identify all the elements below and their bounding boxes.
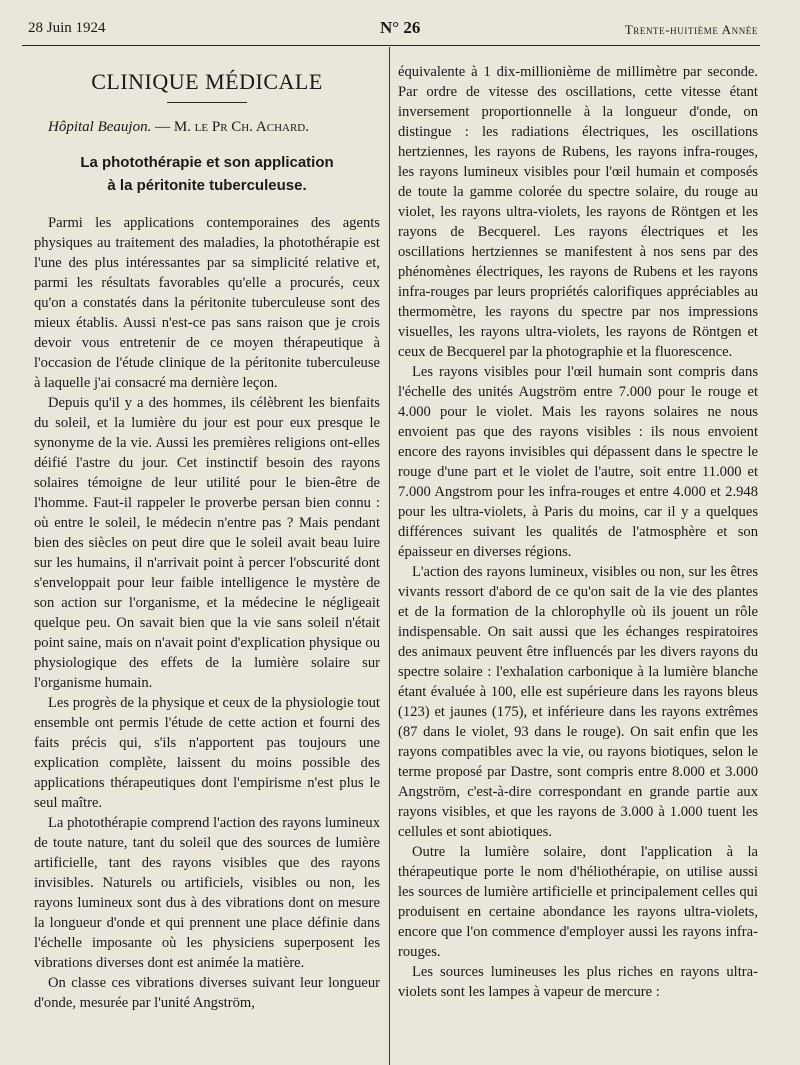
page-header [28,18,758,44]
left-column [34,66,380,1013]
article-title-line-2: à la péritonite tuberculeuse. [107,177,307,194]
right-column [398,62,758,1002]
left-paragraph-2: Depuis qu'il y a des hommes, ils célèbrent les bienfaits du soleil, et la lumière du jour est pour eux presque le synonyme de la vie. Aussi les premières religions ont-elles déifié l'astre du jour. Cet instinctif besoin des rayons solaires témoigne de leur utilité pour le bien-être de l'homme. Faut-il rappeler le proverbe persan bien connu : où entre le soleil, le médecin n'entre pas ? Mais pendant bien des siècles on peut dire que le soleil avait beau luire sur les humains, il n'arrivait point à percer l'obscurité dont s'enveloppait pour leur faible intelligence le mystère de son action sur l'organisme, et la médecine le négligeait quelque peu. On savait bien que la vie sans soleil n'était point saine, mais on n'avait point d'explication physique ou physiologique des effets de la lumière solaire sur l'organisme humain. [34,395,380,691]
byline-location: Hôpital Beaujon. [48,119,152,135]
byline-author: M. le Pr Ch. Achard. [173,119,309,135]
right-paragraph-5: Les sources lumineuses les plus riches en rayons ultra-violets sont les lampes à vapeur de mercure : [398,964,758,1000]
issue-date: 28 Juin 1924 [28,20,106,36]
year-label: Trente-huitième Année [624,22,758,37]
left-paragraph-3: Les progrès de la physique et ceux de la physiologie tout ensemble ont permis l'étude de cette action et fourni des faits précis qui, s'ils n'apportent pas toujours une explication complète, laissent du moins possible des applications thérapeutiques dont l'empirisme n'est plus le seul maître. [34,695,380,811]
right-paragraph-2: Les rayons visibles pour l'œil humain sont compris dans l'échelle des unités Augström entre 7.000 pour le rouge et 4.000 pour le violet. Mais les rayons solaires ne nous envoient pas que des rayons visibles : ils nous envoient encore des rayons invisibles qui dépassent dans le spectre le rouge d'une part et le violet de l'autre, soit entre 11.000 et 7.000 Angstrom pour les infra-rouges et entre 4.000 et 2.948 pour les ultra-violets, à Paris du moins, car il y a quelques différences suivant les qualités de l'atmosphère et son épaisseur en diverses régions. [398,364,758,560]
right-paragraph-4: Outre la lumière solaire, dont l'application à la thérapeutique porte le nom d'héliothérapie, on utilise aussi les sources de lumière artificielle et principalement celles qui produisent en certaine abondance les rayons ultra-violets, encore que l'on commence d'employer aussi les rayons infra-rouges. [398,844,758,960]
right-paragraph-1: équivalente à 1 dix-millionième de millimètre par seconde. Par ordre de vitesse des oscillations, cette vitesse étant inversement proportionnelle à la longueur d'onde, on distingue : les radiations électriques, les oscillations hertziennes, les rayons de Rubens, les rayons infra-rouges, les rayons lumineux visibles pour l'œil humain et composés de toute la gamme colorée du spectre solaire, du rouge au violet, les rayons ultra-violets, les rayons de Röntgen et les rayons de Becquerel. Les rayons électriques et les oscillations hertziennes se manifestent à nos sens par des phénomènes électriques, les rayons de Rubens et les rayons infra-rouges par leurs propriétés calorifiques appréciables au thermomètre, les rayons du spectre par nos impressions visuelles, les rayons ultra-violets, les rayons de Röntgen et ceux de Becquerel par la photographie et la fluorescence. [398,64,758,360]
byline [48,117,380,137]
issue-number: N° 26 [380,18,421,37]
article-title [34,151,380,197]
article-title-line-1: La photothérapie et son application [80,154,334,171]
rubric-title: CLINIQUE MÉDICALE [91,69,323,94]
header-rule [22,45,760,46]
byline-dash: — [151,119,174,135]
left-paragraph-4: La photothérapie comprend l'action des rayons lumineux de toute nature, tant du soleil que des sources de lumière artificielle, tant des rayons visibles que des rayons invisibles. Naturels ou artificiels, visibles ou non, les rayons lumineux sont dus à des vibrations dont on mesure la longueur d'onde et qui prennent une place définie dans l'échelle imposante où les physiciens superposent les vibrations diverses dont est animée la matière. [34,815,380,971]
rubric-rule [167,102,247,103]
right-paragraph-3: L'action des rayons lumineux, visibles ou non, sur les êtres vivants ressort d'abord de ce qu'on sait de la vie des plantes et de la formation de la chlorophylle où ils jouent un rôle indispensable. On sait aussi que les échanges respiratoires des animaux peuvent être influencés par les divers rayons du spectre solaire : l'exhalation carbonique à la lumière blanche étant évaluée à 100, elle est supérieure dans les rayons bleus (123) et jaunes (175), et inférieure dans les rayons extrêmes (87 dans le violet, 93 dans le rouge). On sait enfin que les rayons compatibles avec la vie, ou rayons biotiques, selon le terme proposé par Dastre, sont compris entre 8.000 et 3.000 Angström, c'est-à-dire correspondant en grande partie aux rayons visibles, et que les rayons de 3.000 à 1.000 tuent les cellules et sont abiotiques. [398,564,758,840]
left-paragraph-5: On classe ces vibrations diverses suivant leur longueur d'onde, mesurée par l'unité Angström, [34,975,380,1011]
column-divider [389,47,390,1065]
left-paragraph-1: Parmi les applications contemporaines des agents physiques au traitement des maladies, la photothérapie est l'une des plus intéressantes par sa simplicité relative et, parmi les résultats favorables qu'elle a procurés, ceux qu'on a constatés dans la péritonite tuberculeuse sont des mieux établis. Aussi n'est-ce pas sans raison que je crois devoir vous entretenir de ce moyen thérapeutique à l'occasion de l'étude clinique de la péritonite tuberculeuse à laquelle j'ai consacré ma dernière leçon. [34,215,380,391]
